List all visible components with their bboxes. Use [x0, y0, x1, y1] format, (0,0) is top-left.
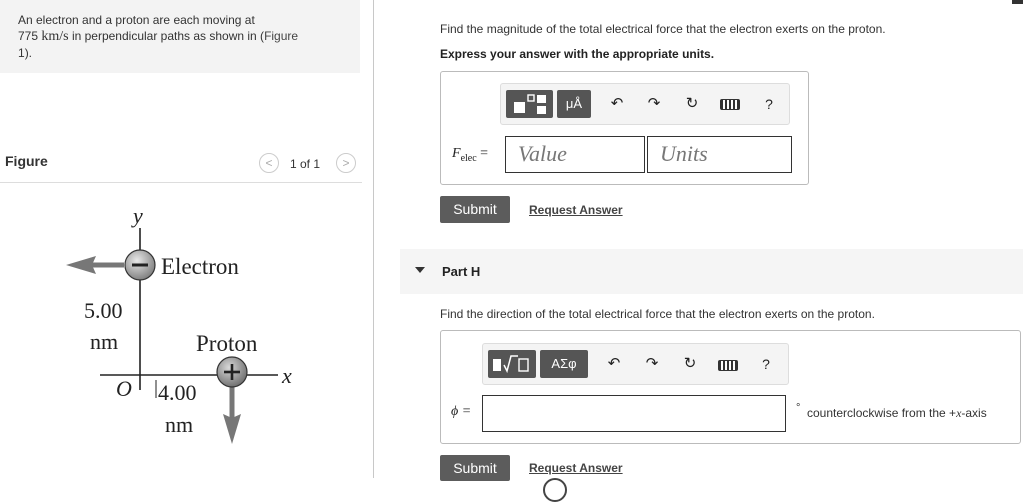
- chevron-right-icon: >: [342, 156, 350, 170]
- x-axis-label: x: [282, 363, 292, 388]
- x-distance-unit: nm: [165, 412, 194, 437]
- redo-icon[interactable]: ↷: [647, 95, 661, 112]
- figure-rule: [0, 182, 362, 183]
- degree-symbol: °: [796, 402, 801, 414]
- corner-mark: [1012, 0, 1023, 4]
- x-distance-value: 4.00: [158, 380, 197, 405]
- part-h-title: Part H: [442, 264, 481, 279]
- figure-pager: 1 of 1: [290, 157, 321, 171]
- value-input[interactable]: Value: [505, 136, 645, 173]
- force-variable-sub: elec: [460, 152, 477, 164]
- math-templates-button[interactable]: [488, 350, 536, 378]
- reset-icon-h[interactable]: ↻: [683, 355, 697, 372]
- proton-label: Proton: [196, 331, 258, 356]
- part-h-request-answer-link[interactable]: Request Answer: [529, 461, 623, 475]
- templates-icon: [510, 92, 550, 116]
- caret-down-icon[interactable]: [415, 267, 425, 273]
- publisher-logo-icon: [543, 478, 567, 502]
- proton-arrowhead: [223, 414, 241, 444]
- prev-figure-button[interactable]: [259, 153, 279, 173]
- force-variable-label: [452, 146, 488, 164]
- electron-label: Electron: [161, 254, 239, 279]
- y-distance-unit: nm: [90, 329, 119, 354]
- figure-title: Figure: [5, 153, 48, 169]
- reset-icon[interactable]: ↻: [685, 95, 699, 112]
- direction-unit-prefix: counterclockwise from the +: [807, 406, 957, 420]
- part-h-question: Find the direction of the total electrical force that the electron exerts on the proton.: [440, 307, 875, 321]
- force-equals: =: [480, 146, 489, 161]
- radical-template-icon: [490, 352, 534, 376]
- figure-link[interactable]: Figure: [264, 29, 299, 43]
- help-button[interactable]: ?: [765, 96, 773, 112]
- y-axis-label: y: [133, 203, 143, 228]
- force-variable-base: F: [452, 146, 461, 161]
- chevron-left-icon: <: [265, 156, 273, 170]
- direction-input[interactable]: [482, 395, 786, 432]
- undo-icon-h[interactable]: ↶: [607, 355, 621, 372]
- part-g-submit-button[interactable]: Submit: [440, 196, 510, 223]
- phi-variable-label: ϕ =: [451, 404, 472, 419]
- part-g-question: Find the magnitude of the total electrical force that the electron exerts on the proton.: [440, 22, 886, 36]
- part-g-instruction: Express your answer with the appropriate units.: [440, 47, 715, 61]
- direction-unit-text: [807, 406, 987, 421]
- units-input[interactable]: Units: [647, 136, 792, 173]
- figure-link-number[interactable]: 1: [18, 46, 25, 60]
- part-h-header[interactable]: [400, 249, 1023, 294]
- direction-unit-end: -axis: [961, 406, 987, 420]
- y-distance-value: 5.00: [84, 298, 123, 323]
- next-figure-button[interactable]: [336, 153, 356, 173]
- greek-symbols-button[interactable]: ΑΣφ: [540, 350, 588, 378]
- keyboard-icon-h[interactable]: [718, 360, 738, 371]
- part-g-request-answer-link[interactable]: Request Answer: [529, 203, 623, 217]
- figure-diagram: [0, 190, 370, 480]
- problem-line1: An electron and a proton are each moving at: [18, 13, 255, 27]
- speed-unit: km/s: [41, 29, 69, 44]
- problem-line2: in perpendicular paths as shown in (: [68, 29, 265, 43]
- speed-value: 775: [18, 29, 39, 43]
- redo-icon-h[interactable]: ↷: [645, 355, 659, 372]
- keyboard-icon[interactable]: [720, 99, 740, 110]
- origin-label: O: [116, 376, 132, 401]
- units-button[interactable]: μÅ: [557, 90, 591, 118]
- direction-unit-axis: x: [956, 406, 962, 420]
- part-h-submit-button[interactable]: Submit: [440, 455, 510, 481]
- problem-statement: [18, 12, 348, 61]
- help-button-h[interactable]: ?: [762, 356, 770, 372]
- electron-arrowhead: [66, 256, 96, 274]
- problem-line3-end: ).: [24, 46, 33, 60]
- panel-divider: [373, 0, 374, 478]
- undo-icon[interactable]: ↶: [610, 95, 624, 112]
- templates-button[interactable]: [506, 90, 553, 118]
